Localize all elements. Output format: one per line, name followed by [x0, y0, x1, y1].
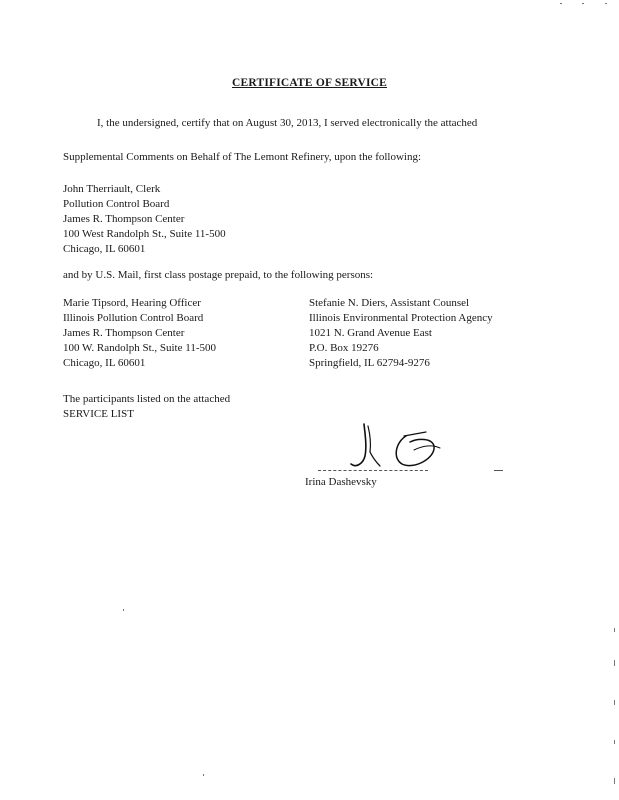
hearing-officer-address-block — [63, 296, 216, 371]
scan-mark — [560, 3, 562, 4]
scan-mark — [605, 3, 607, 4]
handwritten-signature — [318, 420, 448, 480]
clerk-address-line: James R. Thompson Center — [63, 213, 185, 225]
scan-mark — [203, 774, 204, 776]
participants-line: SERVICE LIST — [63, 408, 134, 420]
signature-line — [318, 470, 428, 471]
hearing-officer-address-line: 100 W. Randolph St., Suite 11-500 — [63, 342, 216, 354]
scan-mark — [582, 3, 584, 4]
counsel-address-line: Stefanie N. Diers, Assistant Counsel — [309, 297, 470, 309]
scan-mark — [614, 628, 615, 632]
clerk-address-line: Pollution Control Board — [63, 198, 170, 210]
clerk-address-line: 100 West Randolph St., Suite 11-500 — [63, 228, 226, 240]
counsel-address-line: P.O. Box 19276 — [309, 342, 379, 354]
hearing-officer-address-line: Illinois Pollution Control Board — [63, 312, 204, 324]
hearing-officer-address-line: James R. Thompson Center — [63, 327, 185, 339]
counsel-address-line: Springfield, IL 62794-9276 — [309, 357, 430, 369]
clerk-address-line: John Therriault, Clerk — [63, 183, 161, 195]
hearing-officer-address-line: Marie Tipsord, Hearing Officer — [63, 297, 201, 309]
intro-line-2: Supplemental Comments on Behalf of The Lemont Refinery, upon the following: — [63, 151, 422, 163]
intro-line-1: I, the undersigned, certify that on August 30, 2013, I served electronically the attached — [97, 117, 478, 129]
clerk-address-line: Chicago, IL 60601 — [63, 243, 146, 255]
signer-name: Irina Dashevsky — [305, 476, 377, 488]
scan-mark — [614, 700, 615, 705]
scan-mark — [614, 740, 615, 744]
counsel-address-line: Illinois Environmental Protection Agency — [309, 312, 493, 324]
hearing-officer-address-line: Chicago, IL 60601 — [63, 357, 146, 369]
signature-line-mark — [494, 470, 503, 471]
scan-mark — [123, 609, 124, 611]
scan-mark — [614, 778, 615, 784]
participants-block — [63, 392, 230, 422]
certificate-title: CERTIFICATE OF SERVICE — [231, 77, 388, 89]
counsel-address-line: 1021 N. Grand Avenue East — [309, 327, 432, 339]
participants-line: The participants listed on the attached — [63, 393, 231, 405]
clerk-address-block — [63, 182, 226, 257]
scan-mark — [614, 660, 615, 666]
mail-line: and by U.S. Mail, first class postage prepaid, to the following persons: — [63, 269, 374, 281]
counsel-address-block — [309, 296, 493, 371]
